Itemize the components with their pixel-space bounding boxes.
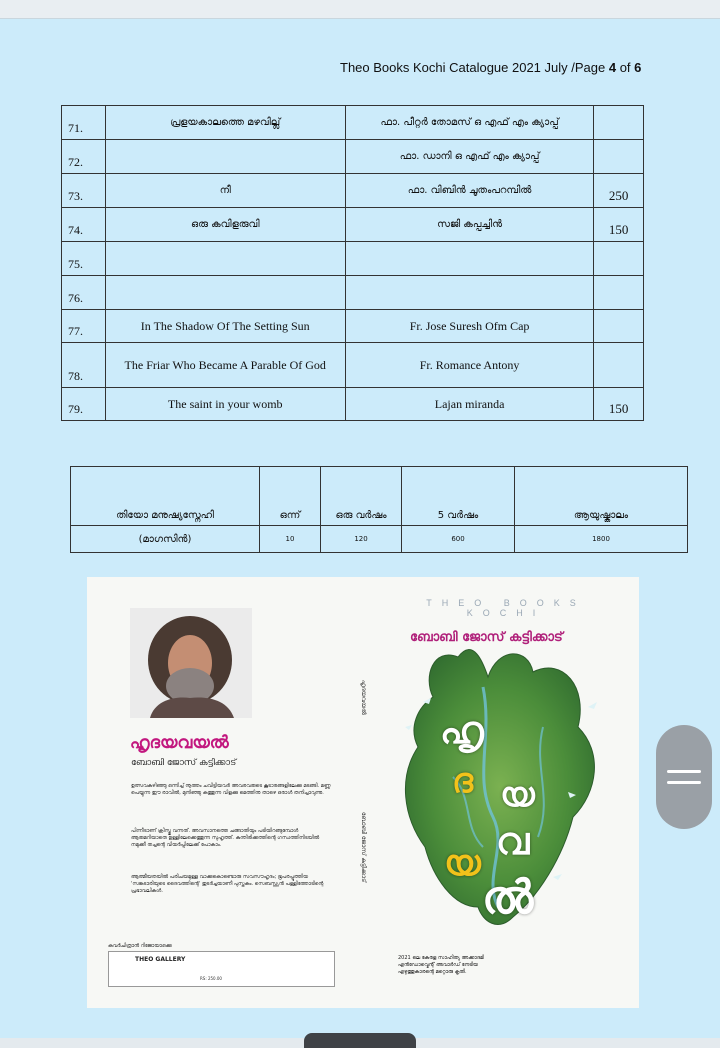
- table-row: [62, 343, 644, 388]
- cover-credit: കവർചിത്രാൻ റിജോയാഒക്കു: [108, 943, 172, 949]
- book-author: ഫാ. വിബിൻ ചൂതംപറമ്പിൽ: [345, 174, 593, 208]
- sub-header-5year: 5 വർഷം: [402, 467, 515, 526]
- cover-title-letter: ദ: [452, 761, 474, 801]
- book-author: Fr. Romance Antony: [345, 343, 593, 388]
- book-author: സജി കപ്പച്ചിൻ: [345, 208, 593, 242]
- table-row: [62, 106, 644, 140]
- page-total: 6: [634, 60, 642, 75]
- book-price: [594, 242, 644, 276]
- book-title: The saint in your womb: [105, 388, 345, 421]
- row-number: 78.: [62, 343, 106, 388]
- book-price: RS: 250.00: [200, 976, 222, 981]
- book-author: Fr. Jose Suresh Ofm Cap: [345, 310, 593, 343]
- book-price: [594, 343, 644, 388]
- cover-title-letter: ൽ: [482, 870, 534, 924]
- author-portrait: [130, 608, 252, 718]
- book-title: ഒരു കവിളരുവി: [105, 208, 345, 242]
- book-title: [105, 242, 345, 276]
- cover-author: ബോബി ജോസ് കട്ടിക്കാട്: [410, 630, 563, 645]
- table-row: [62, 242, 644, 276]
- book-price: [594, 276, 644, 310]
- blurb-paragraph-1: ഉത്സവകഴിഞ്ഞു ഒന്നിച്ച് നൂത്തം ചവിട്ടിയവർ അവരവരുടെ കൂടാരങ്ങളിലേക്കു മടങ്ങി. മണ്ണു പെയ്യുന്ന ഈ രാവിൽ, മുനിഞ്ഞു കത്തുന്ന വിളക്കു മെത്തിനു താഴെ ഒരാൾ തനിച്ചാവുന്നു.: [131, 783, 331, 796]
- sub-value-lifetime: 1800: [515, 526, 688, 553]
- blurb-paragraph-3: ആത്മീയതയിൽ പരിചയമുള്ള വാക്കുകൊണ്ടൊരു സവസൗഹൃദം; ഭൂപരപ്പൂത്തിയ 'സങ്കടാരിയുടെ ദൈവത്തിന്റെ' തുടർച്ചയാണീ പുസ്തകം. സെബസ്റ്റ്യൻ പള്ളിത്തോടിന്റെ പ്രഭാവലികൾ.: [131, 874, 324, 894]
- book-price: [594, 310, 644, 343]
- book-price: [594, 106, 644, 140]
- row-number: 73.: [62, 174, 106, 208]
- row-number: 79.: [62, 388, 106, 421]
- table-row: [62, 388, 644, 421]
- magazine-subtitle: (മാഗസിൻ): [71, 526, 260, 553]
- back-cover-author: ബോബി ജോസ് കട്ടിക്കാട്: [131, 758, 237, 768]
- back-cover-title: ഹൃദയവയൽ: [130, 733, 229, 753]
- top-bar: [0, 0, 720, 19]
- magazine-name: തിയോ മനുഷ്യസ്നേഹി: [71, 467, 260, 526]
- cover-title-letter: യ: [444, 843, 481, 884]
- subscription-table: [70, 466, 688, 553]
- gallery-name: THEO GALLERY: [135, 956, 186, 963]
- sub-header-one: ഒന്ന്: [260, 467, 321, 526]
- bottom-navigation-tab[interactable]: [304, 1033, 416, 1048]
- page-number: 4: [608, 60, 617, 75]
- award-note: 2021 ലെ കേരള സാഹിത്യ അക്കാദമി എൻഡോവ്മെന്റ് അവാർഡ് നേടിയ എഴുത്തുകാരന്റെ മറ്റൊരു കൃതി.: [398, 955, 484, 975]
- row-number: 74.: [62, 208, 106, 242]
- book-title: [105, 140, 345, 174]
- page-header: [340, 60, 641, 75]
- book-title: In The Shadow Of The Setting Sun: [105, 310, 345, 343]
- book-author: ഫാ. പീറ്റർ തോമസ് ഒ എഫ് എം ക്യാപ്പ്: [345, 106, 593, 140]
- book-title: The Friar Who Became A Parable Of God: [105, 343, 345, 388]
- book-price: [594, 140, 644, 174]
- spine-title: ഹൃദയവയൽ: [360, 680, 367, 715]
- book-title: നീ: [105, 174, 345, 208]
- cover-title-letter: വ: [496, 819, 530, 863]
- table-row: [62, 140, 644, 174]
- book-author: ഫാ. ഡാനി ഒ എഫ് എം ക്യാപ്പ്: [345, 140, 593, 174]
- scroll-handle[interactable]: [656, 725, 712, 829]
- book-title: പ്രളയകാലത്തെ മഴവില്ല്: [105, 106, 345, 140]
- blurb-paragraph-2: പിന്നീടാണ് ക്രിസ്തു വന്നത്. അവസാനത്തെ ചങ്ങാതിയും പടിയിറങ്ങുമ്പോൾ ആരുമറിയാതെ ഉള്ളിലേക്കെത്തുന്ന സുഹൃത്ത്. കുന്തിരിക്കത്തിന്റെ ഗന്ധത്തിനിടയിൽ നമുക്കീ തച്ചന്റെ വിയർപ്പിലേക്ക് പോകാം.: [131, 828, 320, 848]
- table-row: [62, 276, 644, 310]
- row-number: 76.: [62, 276, 106, 310]
- table-row: [62, 174, 644, 208]
- spine-author: ബോബി ജോസ് കട്ടിക്കാട്: [360, 812, 367, 883]
- grip-line-icon: [667, 781, 701, 784]
- publisher-name: THEO BOOKS KOCHI: [426, 598, 586, 618]
- grip-line-icon: [667, 770, 701, 773]
- cover-title-letter: ഹൃ: [440, 708, 484, 752]
- sub-header-year: ഒരു വർഷം: [321, 467, 402, 526]
- book-author: Lajan miranda: [345, 388, 593, 421]
- sub-value-one: 10: [260, 526, 321, 553]
- row-number: 71.: [62, 106, 106, 140]
- sub-header-lifetime: ആയുഷ്കാലം: [515, 467, 688, 526]
- table-row: [62, 310, 644, 343]
- book-price: 150: [594, 388, 644, 421]
- row-number: 72.: [62, 140, 106, 174]
- sub-value-year: 120: [321, 526, 402, 553]
- row-number: 75.: [62, 242, 106, 276]
- book-author: [345, 242, 593, 276]
- sub-value-5year: 600: [402, 526, 515, 553]
- header-text: Theo Books Kochi Catalogue 2021 July /Page: [340, 60, 609, 75]
- cover-title-letter: യ: [500, 775, 535, 815]
- book-title: [105, 276, 345, 310]
- book-price: 150: [594, 208, 644, 242]
- header-of: of: [616, 60, 635, 75]
- book-price: 250: [594, 174, 644, 208]
- row-number: 77.: [62, 310, 106, 343]
- catalogue-table: [61, 105, 644, 421]
- book-author: [345, 276, 593, 310]
- table-row: [62, 208, 644, 242]
